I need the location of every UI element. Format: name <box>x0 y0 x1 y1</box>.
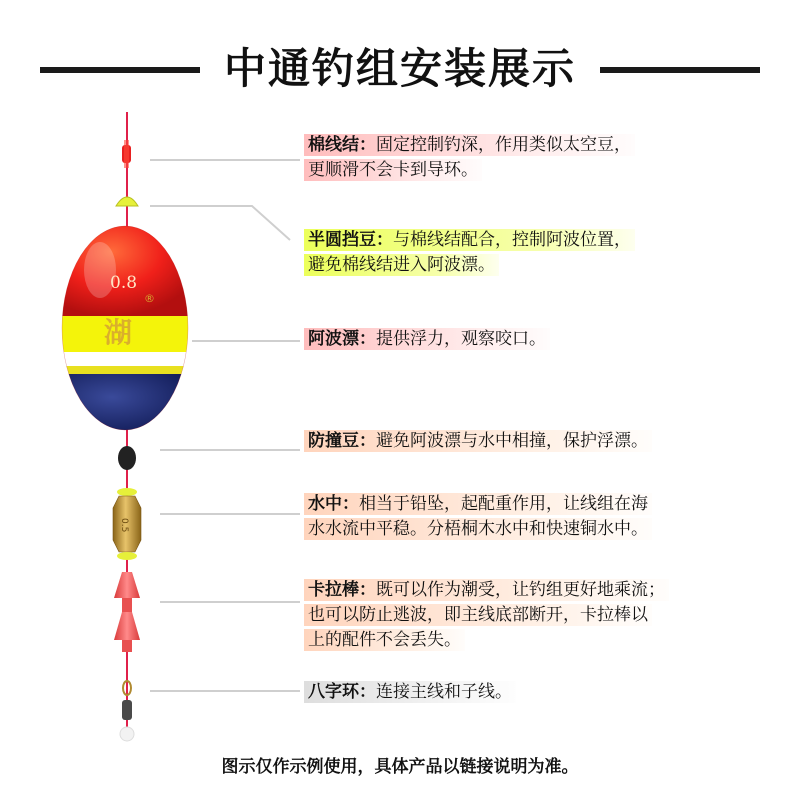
title-rule-right <box>600 67 760 73</box>
part-sep: ： <box>359 329 376 349</box>
swivel-highlight <box>304 681 516 703</box>
part-text-line-2: 避免棉线结进入阿波漂。 <box>304 254 499 276</box>
awa-float-highlight <box>304 328 550 350</box>
part-swivel <box>304 680 516 705</box>
rig-illustration <box>0 0 300 800</box>
part-text: 与棉线结配合，控制阿波位置， <box>393 230 631 250</box>
leader-line-cotton-knot <box>150 159 300 161</box>
part-sep: ： <box>359 431 376 451</box>
part-term: 半圆挡豆 <box>308 230 376 250</box>
karabou-icon <box>114 572 140 652</box>
part-term: 八字环 <box>308 682 359 702</box>
leader-line-swivel <box>150 690 300 692</box>
part-term: 防撞豆 <box>308 431 359 451</box>
part-sep: ： <box>359 580 376 600</box>
sinker-weight-text: 0.5 <box>119 518 129 533</box>
float-brand-glyph: 湖 <box>104 316 133 349</box>
leader-line-awa-float <box>192 340 300 342</box>
part-text: 相当于铅坠，起配重作用，让线组在海 <box>359 494 648 514</box>
part-text: 固定控制钓深，作用类似太空豆， <box>376 135 631 155</box>
stopper-bead-highlight <box>304 229 635 251</box>
cotton-knot-icon <box>122 140 131 168</box>
part-text: 避免阿波漂与水中相撞，保护浮漂。 <box>376 431 648 451</box>
leader-line-sinker <box>160 513 300 515</box>
part-bumper-bead <box>304 429 652 454</box>
part-text: 连接主线和子线。 <box>376 682 512 702</box>
cotton-knot-highlight <box>304 134 635 156</box>
rig-svg <box>0 0 300 800</box>
karabou-highlight <box>304 579 669 601</box>
footer-disclaimer: 图示仅作示例使用，具体产品以链接说明为准。 <box>221 757 579 777</box>
part-text-line-3: 上的配件不会丢失。 <box>304 629 465 651</box>
part-cotton-knot <box>304 133 635 183</box>
part-text: 既可以作为潮受，让钓组更好地乘流； <box>376 580 665 600</box>
bumper-bead-icon <box>118 446 136 470</box>
part-stopper-bead <box>304 228 635 278</box>
sinker-top-bead <box>117 488 137 496</box>
part-term: 卡拉棒 <box>308 580 359 600</box>
leader-line-stopper-bead <box>150 200 300 244</box>
part-sep: ： <box>359 682 376 702</box>
float-registered-mark: ® <box>144 292 155 305</box>
float-weight-text: 0.8 <box>110 273 138 293</box>
part-term: 阿波漂 <box>308 329 359 349</box>
bumper-bead-highlight <box>304 430 652 452</box>
part-term: 水中 <box>308 494 342 514</box>
part-text-line-2: 水水流中平稳。分梧桐木水中和快速铜水中。 <box>304 518 652 540</box>
sinker-bottom-bead <box>117 552 137 560</box>
part-text-line-2: 也可以防止逃波，即主线底部断开，卡拉棒以 <box>304 604 652 626</box>
part-sep: ： <box>342 494 359 514</box>
part-text-line-2: 更顺滑不会卡到导环。 <box>304 159 482 181</box>
part-karabou <box>304 578 669 653</box>
leader-line-karabou <box>160 601 300 603</box>
part-text: 提供浮力，观察咬口。 <box>376 329 546 349</box>
sinker-highlight <box>304 493 652 515</box>
stopper-bead-icon <box>116 197 138 206</box>
part-sep: ： <box>376 230 393 250</box>
page-title: 中通钓组安装展示 <box>223 44 576 93</box>
part-sinker <box>304 492 652 542</box>
leader-line-bumper-bead <box>160 449 300 451</box>
part-awa-float <box>304 327 550 352</box>
part-term: 棉线结 <box>308 135 359 155</box>
part-sep: ： <box>359 135 376 155</box>
